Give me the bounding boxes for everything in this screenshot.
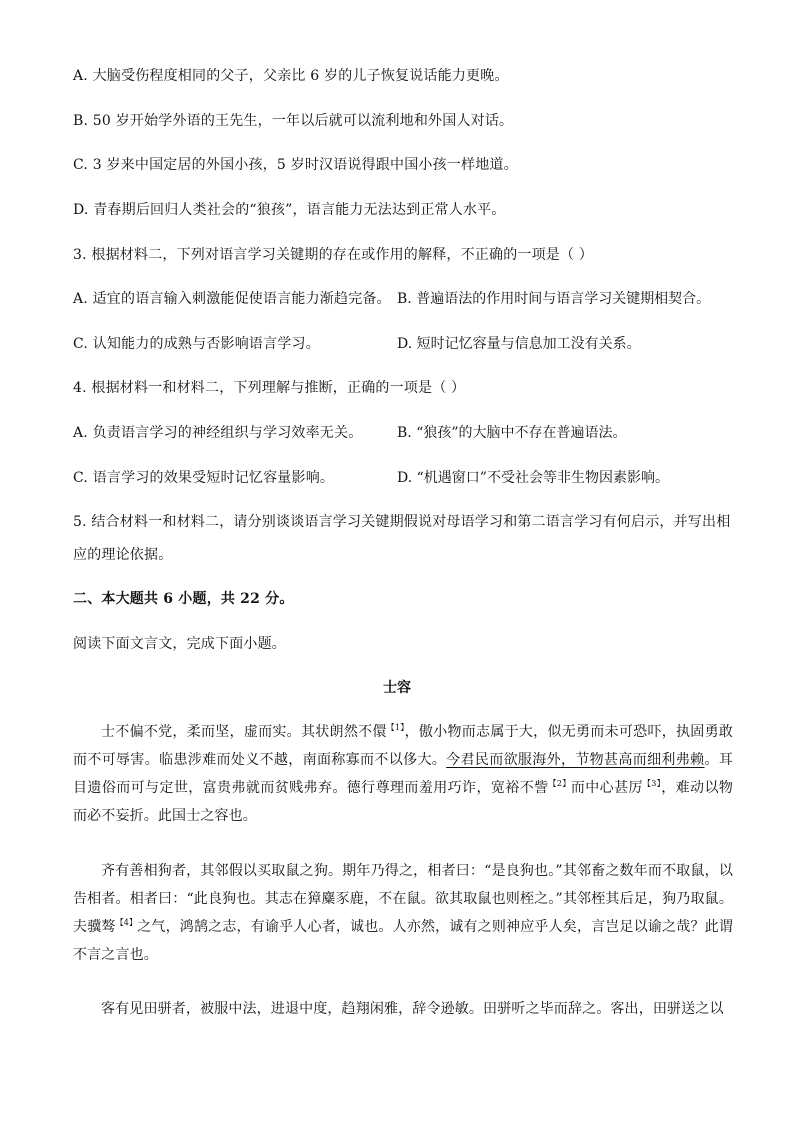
q4-option-c: C. 语言学习的效果受短时记忆容量影响。	[73, 470, 335, 486]
passage-paragraph-3: 客有见田骈者，被服中法，进退中度，趋翔闲雅，辞令逊敏。田骈听之毕而辞之。客出，田骈送之以	[101, 1001, 724, 1017]
p1-text-d: 而中心甚厉	[570, 780, 643, 796]
q4-option-d: D. “机遇窗口”不受社会等非生物因素影响。	[397, 470, 669, 486]
q4-option-b: B. “狼孩”的大脑中不存在普遍语法。	[397, 425, 627, 441]
annotation-mark-4: 【4】	[115, 918, 138, 927]
passage-paragraph-1	[73, 718, 733, 830]
q4-stem: 4. 根据材料一和材料二，下列理解与推断，正确的一项是（ ）	[73, 380, 466, 396]
annotation-mark-1: 【1】	[386, 723, 405, 732]
underlined-sentence: 今君民而欲服海外，节物甚高而细利弗赖	[446, 752, 705, 768]
q2-option-a: A. 大脑受伤程度相同的父子，父亲比 6 岁的儿子恢复说话能力更晚。	[73, 68, 509, 84]
reading-instruction: 阅读下面文言文，完成下面小题。	[73, 636, 286, 652]
annotation-mark-2: 【2】	[548, 779, 571, 788]
q5-stem-line2: 应的理论依据。	[73, 547, 173, 563]
passage-title: 士容	[383, 680, 411, 696]
q3-option-c: C. 认知能力的成熟与否影响语言学习。	[73, 336, 320, 352]
passage-paragraph-2	[73, 857, 733, 969]
q2-option-b: B. 50 岁开始学外语的王先生，一年以后就可以流利地和外国人对话。	[73, 113, 514, 129]
annotation-mark-3: 【3】	[642, 779, 662, 788]
p1-text-c: 。耳目遗俗而可与定世，富贵弗就而贫贱弗弃。德行尊理而羞用巧诈，宽裕不訾	[73, 752, 734, 796]
q4-option-a: A. 负责语言学习的神经组织与学习效率无关。	[73, 425, 363, 441]
p1-text-a: 士不偏不党，柔而坚，虚而实。其状朗然不儇	[101, 724, 387, 740]
p1-text-e: ，难动以物而必不妄折。此国士之容也。	[73, 780, 734, 824]
section-heading: 二、本大题共 6 小题，共 22 分。	[73, 591, 294, 607]
p1-text-b: ，傲小物而志属于大，似无勇而未可恐吓，执固勇敢而不可辱害。临患涉难而处义不越，南面称寡而不以侈大。	[73, 724, 734, 768]
q3-option-a: A. 适宜的语言输入刺激能促使语言能力渐趋完备。	[73, 291, 391, 307]
q3-option-b: B. 普遍语法的作用时间与语言学习关键期相契合。	[397, 291, 711, 307]
p2-text-b: 之气，鸿鹄之志，有谕乎人心者，诚也。人亦然，诚有之则神应乎人矣，言岂足以谕之哉？此谓不言之言也。	[73, 919, 733, 963]
q2-option-d: D. 青春期后回归人类社会的“狼孩”，语言能力无法达到正常人水平。	[73, 202, 506, 218]
q3-option-d: D. 短时记忆容量与信息加工没有关系。	[397, 336, 641, 352]
p2-text-a: 齐有善相狗者，其邻假以买取鼠之狗。期年乃得之，相者曰：“是良狗也。”其邻畜之数年而不取鼠，以告相者。相者曰：“此良狗也。其志在獐麋豕鹿，不在鼠。欲其取鼠也则桎之。”其邻桎其后足，狗乃取鼠。夫骥骜	[73, 863, 733, 935]
q3-stem: 3. 根据材料二，下列对语言学习关键期的存在或作用的解释，不正确的一项是（ ）	[73, 247, 594, 263]
q2-option-c: C. 3 岁来中国定居的外国小孩，5 岁时汉语说得跟中国小孩一样地道。	[73, 157, 518, 173]
q5-stem-line1: 5. 结合材料一和材料二，请分别谈谈语言学习关键期假说对母语学习和第二语言学习有何启示，并写出相	[73, 514, 731, 530]
